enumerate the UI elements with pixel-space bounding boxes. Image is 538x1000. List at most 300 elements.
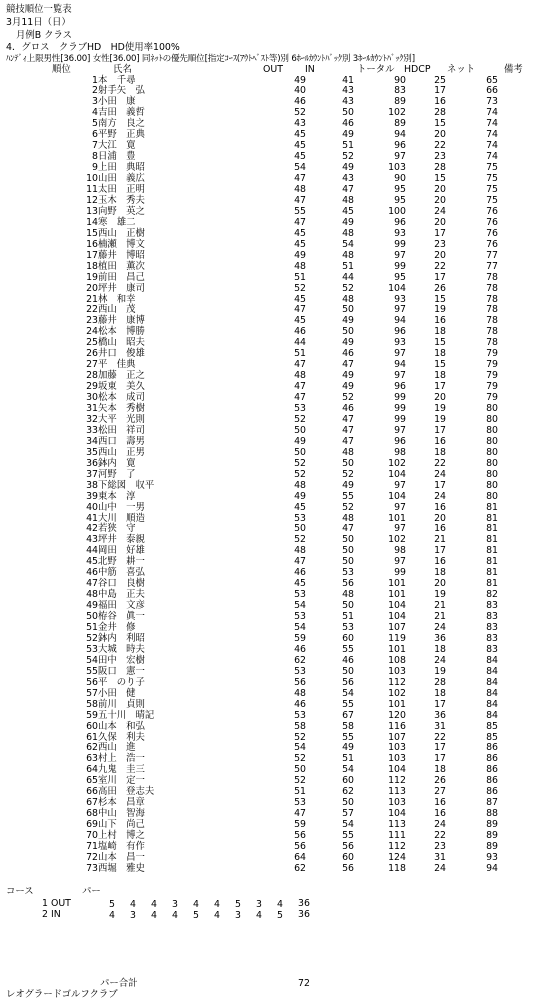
- row-name: 上村 博之: [98, 830, 145, 842]
- table-row: [0, 667, 538, 678]
- hole-par: 3: [172, 899, 178, 910]
- row-total: 102: [388, 534, 406, 546]
- row-net: 76: [486, 205, 498, 217]
- row-rank: 42: [86, 523, 98, 535]
- table-row: [0, 185, 538, 196]
- row-name: 鉢内 利昭: [98, 632, 145, 644]
- row-total: 102: [388, 107, 406, 119]
- row-total: 119: [388, 632, 406, 644]
- row-out: 45: [294, 238, 306, 250]
- row-hdcp: 21: [434, 534, 446, 546]
- row-name: 九鬼 圭三: [98, 764, 145, 776]
- row-name: 大平 光則: [98, 413, 145, 425]
- row-total: 83: [394, 85, 406, 97]
- row-net: 76: [486, 216, 498, 228]
- row-rank: 17: [86, 249, 98, 261]
- row-hdcp: 18: [434, 567, 446, 579]
- row-name: 福田 文彦: [98, 600, 145, 612]
- row-hdcp: 20: [434, 194, 446, 206]
- row-total: 94: [394, 359, 406, 371]
- row-net: 84: [486, 687, 498, 699]
- row-name: 松本 成司: [98, 392, 145, 404]
- table-row: [0, 711, 538, 722]
- row-rank: 73: [86, 862, 98, 874]
- row-net: 81: [486, 523, 498, 535]
- row-out: 47: [294, 808, 306, 820]
- table-row: [0, 612, 538, 623]
- row-out: 50: [294, 764, 306, 776]
- row-hdcp: 17: [434, 479, 446, 491]
- row-rank: 20: [86, 282, 98, 294]
- table-row: [0, 579, 538, 590]
- row-net: 80: [486, 435, 498, 447]
- table-row: [0, 327, 538, 338]
- row-hdcp: 28: [434, 162, 446, 174]
- hole-par: 4: [172, 910, 178, 921]
- row-hdcp: 18: [434, 326, 446, 338]
- row-net: 78: [486, 271, 498, 283]
- row-out: 62: [294, 654, 306, 666]
- row-total: 107: [388, 731, 406, 743]
- row-total: 111: [388, 830, 406, 842]
- row-rank: 49: [86, 600, 98, 612]
- row-out: 44: [294, 337, 306, 349]
- row-name: 山中 一男: [98, 501, 145, 513]
- row-in: 48: [342, 446, 354, 458]
- row-hdcp: 20: [434, 578, 446, 590]
- row-rank: 27: [86, 359, 98, 371]
- row-net: 93: [486, 851, 498, 863]
- row-name: 河野 了: [98, 468, 136, 480]
- table-row: [0, 820, 538, 831]
- row-name: 前川 貞則: [98, 698, 145, 710]
- table-row: [0, 831, 538, 842]
- row-net: 74: [486, 140, 498, 152]
- table-row: [0, 524, 538, 535]
- row-in: 52: [342, 468, 354, 480]
- table-row: [0, 119, 538, 130]
- row-hdcp: 16: [434, 315, 446, 327]
- row-net: 75: [486, 162, 498, 174]
- par-total-label: パー合計: [100, 978, 138, 989]
- course-par-total: 36: [298, 909, 310, 920]
- row-name: 山本 和弘: [98, 720, 145, 732]
- row-total: 101: [388, 698, 406, 710]
- hole-par: 5: [235, 899, 241, 910]
- row-total: 96: [394, 435, 406, 447]
- row-hdcp: 17: [434, 545, 446, 557]
- row-name: 西堀 雅史: [98, 862, 145, 874]
- row-net: 83: [486, 643, 498, 655]
- row-name: 藤井 康博: [98, 315, 145, 327]
- row-out: 47: [294, 194, 306, 206]
- row-out: 49: [294, 74, 306, 86]
- row-in: 56: [342, 578, 354, 590]
- row-total: 95: [394, 271, 406, 283]
- row-in: 50: [342, 457, 354, 469]
- row-name: 本 千尋: [98, 74, 136, 86]
- row-name: 松本 博勝: [98, 326, 145, 338]
- row-rank: 68: [86, 808, 98, 820]
- row-in: 43: [342, 96, 354, 108]
- table-row: [0, 163, 538, 174]
- row-rank: 62: [86, 742, 98, 754]
- row-out: 58: [294, 720, 306, 732]
- row-total: 95: [394, 194, 406, 206]
- row-out: 52: [294, 107, 306, 119]
- row-total: 90: [394, 74, 406, 86]
- row-in: 55: [342, 643, 354, 655]
- row-hdcp: 21: [434, 600, 446, 612]
- row-net: 73: [486, 96, 498, 108]
- row-total: 97: [394, 304, 406, 316]
- row-rank: 57: [86, 687, 98, 699]
- row-rank: 28: [86, 370, 98, 382]
- row-name: 玉木 秀夫: [98, 194, 145, 206]
- hole-par: 4: [256, 910, 262, 921]
- table-row: [0, 546, 538, 557]
- row-hdcp: 22: [434, 830, 446, 842]
- row-net: 80: [486, 403, 498, 414]
- row-name: 西山 正男: [98, 446, 145, 458]
- row-in: 47: [342, 424, 354, 436]
- row-out: 48: [294, 479, 306, 491]
- row-in: 50: [342, 665, 354, 677]
- row-hdcp: 15: [434, 293, 446, 305]
- row-rank: 2: [92, 85, 98, 97]
- row-out: 47: [294, 381, 306, 393]
- table-row: [0, 656, 538, 667]
- row-net: 78: [486, 293, 498, 305]
- table-row: [0, 229, 538, 240]
- row-out: 43: [294, 118, 306, 130]
- row-rank: 6: [92, 129, 98, 141]
- event-date: 3月11日（日）: [6, 17, 71, 28]
- row-total: 94: [394, 129, 406, 141]
- row-hdcp: 31: [434, 720, 446, 732]
- row-name: 太田 正明: [98, 184, 145, 195]
- row-out: 53: [294, 403, 306, 414]
- row-rank: 12: [86, 194, 98, 206]
- row-net: 86: [486, 764, 498, 776]
- row-out: 49: [294, 249, 306, 261]
- row-in: 50: [342, 600, 354, 612]
- row-in: 43: [342, 173, 354, 185]
- row-net: 77: [486, 260, 498, 272]
- row-net: 75: [486, 184, 498, 195]
- row-total: 94: [394, 315, 406, 327]
- row-out: 52: [294, 413, 306, 425]
- row-in: 58: [342, 720, 354, 732]
- row-net: 89: [486, 830, 498, 842]
- row-in: 57: [342, 808, 354, 820]
- row-rank: 19: [86, 271, 98, 283]
- row-total: 113: [388, 819, 406, 831]
- row-out: 51: [294, 786, 306, 798]
- row-in: 48: [342, 227, 354, 239]
- row-net: 84: [486, 654, 498, 666]
- row-out: 49: [294, 435, 306, 447]
- row-hdcp: 24: [434, 654, 446, 666]
- row-name: 中筋 喜弘: [98, 567, 145, 579]
- row-total: 108: [388, 654, 406, 666]
- row-hdcp: 15: [434, 173, 446, 185]
- row-out: 51: [294, 271, 306, 283]
- row-rank: 72: [86, 851, 98, 863]
- row-hdcp: 23: [434, 841, 446, 852]
- row-hdcp: 17: [434, 424, 446, 436]
- row-total: 97: [394, 556, 406, 568]
- row-name: 高田 登志夫: [98, 786, 155, 798]
- row-rank: 9: [92, 162, 98, 174]
- row-name: 橋山 昭夫: [98, 337, 145, 349]
- table-row: [0, 842, 538, 853]
- row-out: 54: [294, 622, 306, 633]
- course-label: コース: [6, 886, 34, 897]
- row-rank: 63: [86, 753, 98, 765]
- row-name: 村上 浩一: [98, 753, 145, 765]
- row-total: 96: [394, 326, 406, 338]
- row-net: 74: [486, 107, 498, 119]
- row-name: 寒 雄二: [98, 216, 136, 228]
- row-rank: 22: [86, 304, 98, 316]
- row-out: 45: [294, 501, 306, 513]
- row-net: 81: [486, 512, 498, 524]
- row-rank: 29: [86, 381, 98, 393]
- row-net: 78: [486, 304, 498, 316]
- row-rank: 51: [86, 622, 98, 633]
- row-hdcp: 24: [434, 862, 446, 874]
- row-out: 51: [294, 348, 306, 360]
- row-out: 45: [294, 293, 306, 305]
- row-net: 81: [486, 501, 498, 513]
- row-name: 小田 健: [98, 687, 136, 699]
- row-rank: 52: [86, 632, 98, 644]
- row-hdcp: 20: [434, 184, 446, 195]
- table-row: [0, 295, 538, 306]
- table-row: [0, 645, 538, 656]
- row-in: 62: [342, 786, 354, 798]
- row-in: 47: [342, 435, 354, 447]
- row-net: 84: [486, 698, 498, 710]
- row-hdcp: 28: [434, 676, 446, 688]
- row-name: 小田 康: [98, 96, 136, 108]
- row-in: 60: [342, 851, 354, 863]
- row-name: 久保 利夫: [98, 731, 145, 743]
- row-net: 81: [486, 545, 498, 557]
- table-row: [0, 437, 538, 448]
- row-rank: 70: [86, 830, 98, 842]
- row-in: 52: [342, 392, 354, 404]
- row-rank: 16: [86, 238, 98, 250]
- row-rank: 66: [86, 786, 98, 798]
- row-rank: 1: [92, 74, 98, 86]
- row-total: 97: [394, 151, 406, 163]
- row-rank: 11: [86, 184, 98, 195]
- row-name: 山下 尚己: [98, 819, 145, 831]
- table-row: [0, 86, 538, 97]
- row-name: 塩崎 有作: [98, 841, 145, 852]
- table-row: [0, 152, 538, 163]
- row-in: 49: [342, 337, 354, 349]
- row-net: 79: [486, 381, 498, 393]
- row-rank: 59: [86, 709, 98, 721]
- row-rank: 7: [92, 140, 98, 152]
- row-total: 104: [388, 600, 406, 612]
- col-hdcp: HDCP: [404, 64, 431, 75]
- row-out: 52: [294, 457, 306, 469]
- row-out: 54: [294, 742, 306, 754]
- row-hdcp: 16: [434, 808, 446, 820]
- row-total: 104: [388, 490, 406, 502]
- row-out: 52: [294, 731, 306, 743]
- row-in: 49: [342, 315, 354, 327]
- row-in: 48: [342, 293, 354, 305]
- table-row: [0, 743, 538, 754]
- row-rank: 43: [86, 534, 98, 546]
- row-rank: 36: [86, 457, 98, 469]
- scoring-format: 4．グロス クラブHD HD使用率100%: [6, 42, 180, 53]
- row-total: 104: [388, 611, 406, 623]
- row-hdcp: 16: [434, 501, 446, 513]
- row-rank: 64: [86, 764, 98, 776]
- row-name: 山田 義広: [98, 173, 145, 185]
- row-total: 102: [388, 457, 406, 469]
- row-in: 44: [342, 271, 354, 283]
- row-rank: 35: [86, 446, 98, 458]
- row-out: 54: [294, 600, 306, 612]
- row-net: 74: [486, 129, 498, 141]
- row-rank: 32: [86, 413, 98, 425]
- row-name: 向野 英之: [98, 205, 145, 217]
- row-name: 坂東 美久: [98, 381, 145, 393]
- row-name: 平野 正典: [98, 129, 145, 141]
- row-in: 47: [342, 523, 354, 535]
- table-row: [0, 371, 538, 382]
- row-total: 102: [388, 687, 406, 699]
- row-name: 若狭 守: [98, 523, 136, 535]
- row-hdcp: 20: [434, 249, 446, 261]
- row-in: 55: [342, 731, 354, 743]
- row-in: 55: [342, 698, 354, 710]
- par-total-value: 72: [298, 978, 310, 989]
- row-hdcp: 16: [434, 96, 446, 108]
- row-net: 85: [486, 720, 498, 732]
- row-out: 46: [294, 698, 306, 710]
- row-rank: 56: [86, 676, 98, 688]
- row-name: 前田 昌己: [98, 271, 145, 283]
- col-in: IN: [305, 64, 315, 75]
- row-name: 加藤 正之: [98, 370, 145, 382]
- table-row: [0, 448, 538, 459]
- row-hdcp: 17: [434, 381, 446, 393]
- row-in: 54: [342, 687, 354, 699]
- row-out: 45: [294, 140, 306, 152]
- row-out: 62: [294, 862, 306, 874]
- row-rank: 47: [86, 578, 98, 590]
- row-total: 107: [388, 622, 406, 633]
- row-in: 51: [342, 140, 354, 152]
- row-total: 97: [394, 424, 406, 436]
- row-net: 81: [486, 578, 498, 590]
- row-rank: 65: [86, 775, 98, 787]
- row-hdcp: 18: [434, 687, 446, 699]
- row-out: 59: [294, 819, 306, 831]
- col-net: ネット: [447, 64, 476, 75]
- row-name: 西山 茂: [98, 304, 136, 316]
- column-header-row: [0, 65, 538, 76]
- row-rank: 18: [86, 260, 98, 272]
- row-name: 植田 薫次: [98, 260, 145, 272]
- row-in: 56: [342, 841, 354, 852]
- row-name: 鉢内 寛: [98, 457, 136, 469]
- row-net: 94: [486, 862, 498, 874]
- row-total: 103: [388, 742, 406, 754]
- col-total: トータル: [357, 64, 395, 75]
- row-net: 77: [486, 249, 498, 261]
- hole-par: 5: [193, 910, 199, 921]
- row-net: 80: [486, 413, 498, 425]
- row-out: 45: [294, 227, 306, 239]
- row-out: 48: [294, 260, 306, 272]
- row-total: 116: [388, 720, 406, 732]
- row-out: 54: [294, 162, 306, 174]
- hole-par: 3: [130, 910, 136, 921]
- table-row: [0, 240, 538, 251]
- row-hdcp: 24: [434, 622, 446, 633]
- row-hdcp: 31: [434, 851, 446, 863]
- table-row: [0, 262, 538, 273]
- table-row: [0, 218, 538, 229]
- table-row: [0, 722, 538, 733]
- row-total: 120: [388, 709, 406, 721]
- row-name: 坪井 康司: [98, 282, 145, 294]
- row-rank: 10: [86, 173, 98, 185]
- row-hdcp: 17: [434, 271, 446, 283]
- row-net: 80: [486, 490, 498, 502]
- row-net: 78: [486, 326, 498, 338]
- row-net: 86: [486, 786, 498, 798]
- row-name: 松田 祥司: [98, 424, 145, 436]
- row-total: 104: [388, 808, 406, 820]
- table-row: [0, 459, 538, 470]
- row-hdcp: 22: [434, 260, 446, 272]
- row-net: 79: [486, 359, 498, 371]
- table-row: [0, 689, 538, 700]
- row-hdcp: 15: [434, 118, 446, 130]
- hole-par: 4: [214, 899, 220, 910]
- row-hdcp: 20: [434, 392, 446, 404]
- row-hdcp: 17: [434, 227, 446, 239]
- row-out: 46: [294, 567, 306, 579]
- row-rank: 5: [92, 118, 98, 130]
- row-hdcp: 18: [434, 370, 446, 382]
- table-row: [0, 141, 538, 152]
- row-out: 53: [294, 512, 306, 524]
- row-name: 阪口 憲一: [98, 665, 145, 677]
- table-row: [0, 798, 538, 809]
- row-name: 大江 寛: [98, 140, 136, 152]
- row-total: 118: [388, 862, 406, 874]
- row-in: 52: [342, 282, 354, 294]
- hole-par: 3: [235, 910, 241, 921]
- hole-par: 4: [151, 910, 157, 921]
- table-row: [0, 765, 538, 776]
- row-in: 50: [342, 304, 354, 316]
- row-out: 46: [294, 326, 306, 338]
- row-total: 93: [394, 227, 406, 239]
- row-net: 78: [486, 315, 498, 327]
